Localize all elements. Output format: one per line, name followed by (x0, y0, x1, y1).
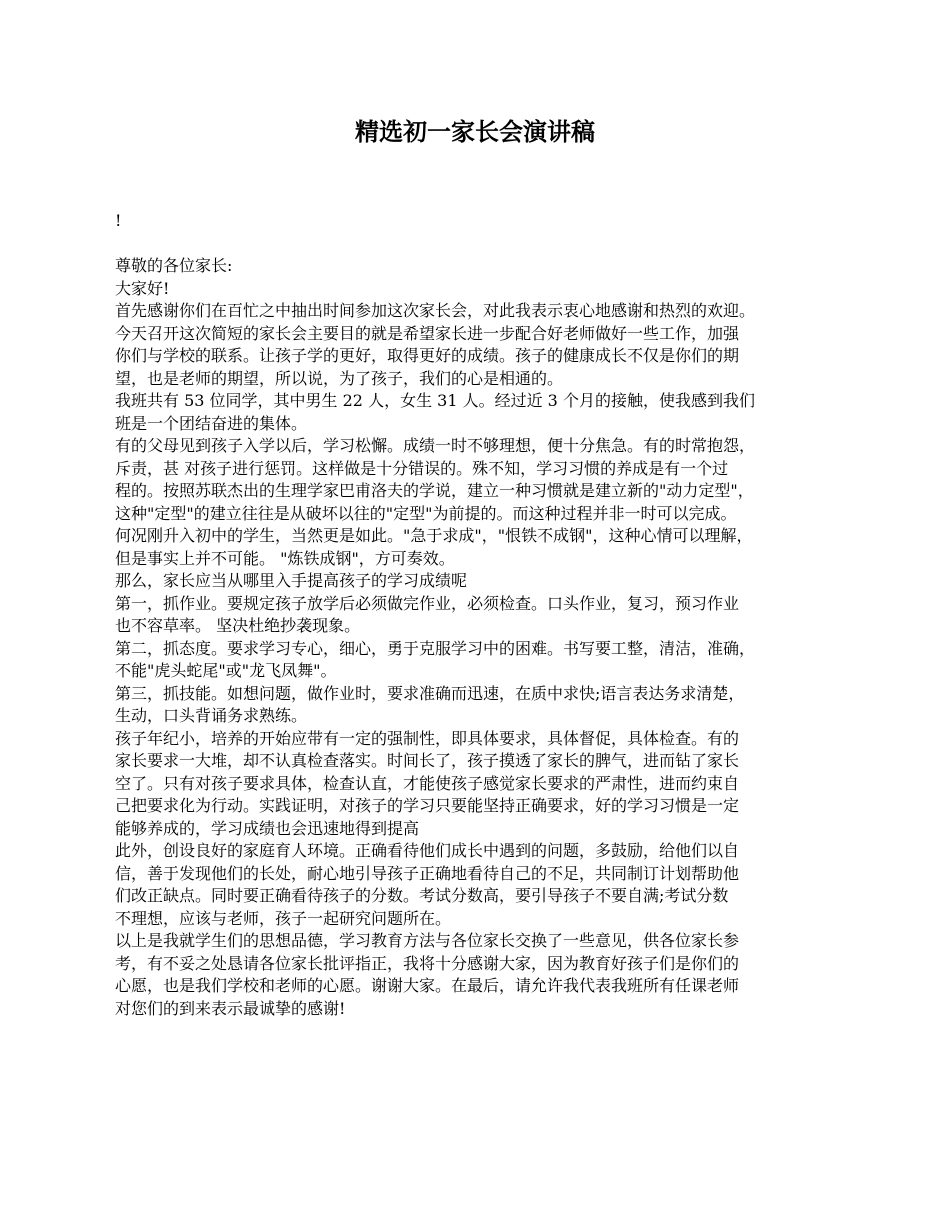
text-line: 我班共有 53 位同学，其中男生 22 人，女生 31 人。经过近 3 个月的接触，使我感到我们 (115, 391, 755, 410)
text-line: 以上是我就学生们的思想品德，学习教育方法与各位家长交换了一些意见，供各位家长参 (115, 931, 740, 950)
text-line: 那么，家长应当从哪里入手提高孩子的学习成绩呢 (115, 571, 468, 590)
text-line: 大家好! (115, 278, 170, 298)
text-line: 第三，抓技能。如想问题，做作业时，要求准确而迅速，在质中求快;语言表达务求清楚， (115, 683, 745, 703)
text-line: 何况刚升入初中的学生，当然更是如此。"急于求成"，"恨铁不成钢"，这种心情可以理解， (115, 526, 753, 545)
text-line: 但是事实上并不可能。 "炼铁成钢"，方可奏效。 (115, 548, 455, 568)
text-line: 己把要求化为行动。实践证明，对孩子的学习只要能坚持正确要求，好的学习习惯是一定 (115, 796, 740, 815)
text-line: 首先感谢你们在百忙之中抽出时间参加这次家长会，对此我表示衷心地感谢和热烈的欢迎。 (115, 301, 756, 320)
text-line: 生动，口头背诵务求熟练。 (115, 706, 308, 725)
text-line: 第一，抓作业。要规定孩子放学后必须做完作业，必须检查。口头作业，复习，预习作业 (115, 593, 740, 613)
exclaim-line: ! (115, 211, 122, 230)
text-line: 尊敬的各位家长: (115, 256, 233, 275)
text-line: 有的父母见到孩子入学以后，学习松懈。成绩一时不够理想，便十分焦急。有的时常抱怨， (115, 436, 756, 455)
text-line: 信，善于发现他们的长处，耐心地引导孩子正确地看待自己的不足，共同制订计划帮助他 (115, 863, 740, 883)
text-line: 第二，抓态度。要求学习专心，细心，勇于克服学习中的困难。书写要工整，清洁，准确， (115, 638, 756, 658)
text-line: 程的。按照苏联杰出的生理学家巴甫洛夫的学说，建立一种习惯就是建立新的"动力定型"， (115, 481, 754, 500)
text-line: 们改正缺点。同时要正确看待孩子的分数。考试分数高，要引导孩子不要自满;考试分数 (115, 886, 729, 905)
text-line: 这种"定型"的建立往往是从破坏以往的"定型"为前提的。而这种过程并非一时可以完成。 (115, 503, 737, 523)
text-line: 也不容草率。 坚决杜绝抄袭现象。 (115, 616, 361, 635)
blank-line (115, 233, 845, 256)
text-line: 你们与学校的联系。让孩子学的更好，取得更好的成绩。孩子的健康成长不仅是你们的期 (115, 346, 740, 365)
text-line: 班是一个团结奋进的集体。 (115, 413, 308, 433)
text-line: 能够养成的，学习成绩也会迅速地得到提高 (115, 818, 420, 838)
text-line: 斥责，甚 对孩子进行惩罚。这样做是十分错误的。殊不知，学习习惯的养成是有一个过 (115, 458, 729, 478)
text-line: 对您们的到来表示最诚挚的感谢! (115, 998, 346, 1018)
text-line: 此外，创设良好的家庭育人环境。正确看待他们成长中遇到的问题，多鼓励，给他们以自 (115, 841, 740, 860)
text-line: 家长要求一大堆，却不认真检查落实。时间长了，孩子摸透了家长的脾气，进而钻了家长 (115, 751, 740, 770)
text-line: 不理想，应该与老师，孩子一起研究问题所在。 (115, 908, 452, 928)
document-body (115, 210, 845, 1020)
text-line: 考，有不妥之处恳请各位家长批评指正，我将十分感谢大家，因为教育好孩子们是你们的 (115, 953, 740, 973)
document-title: 精选初一家长会演讲稿 (355, 117, 595, 146)
text-line: 不能"虎头蛇尾"或"龙飞凤舞"。 (115, 661, 337, 680)
text-lines (115, 255, 845, 1020)
text-line: 空了。只有对孩子要求具体，检查认直，才能使孩子感觉家长要求的严肃性，进而约束自 (115, 773, 740, 793)
text-line: 心愿，也是我们学校和老师的心愿。谢谢大家。在最后，请允许我代表我班所有任课老师 (115, 976, 740, 995)
text-line: 望，也是老师的期望，所以说，为了孩子，我们的心是相通的。 (115, 368, 564, 388)
text-line: 孩子年纪小，培养的开始应带有一定的强制性，即具体要求，具体督促，具体检查。有的 (115, 728, 740, 748)
text-line: 今天召开这次简短的家长会主要目的就是希望家长进一步配合好老师做好一些工作，加强 (115, 323, 740, 343)
